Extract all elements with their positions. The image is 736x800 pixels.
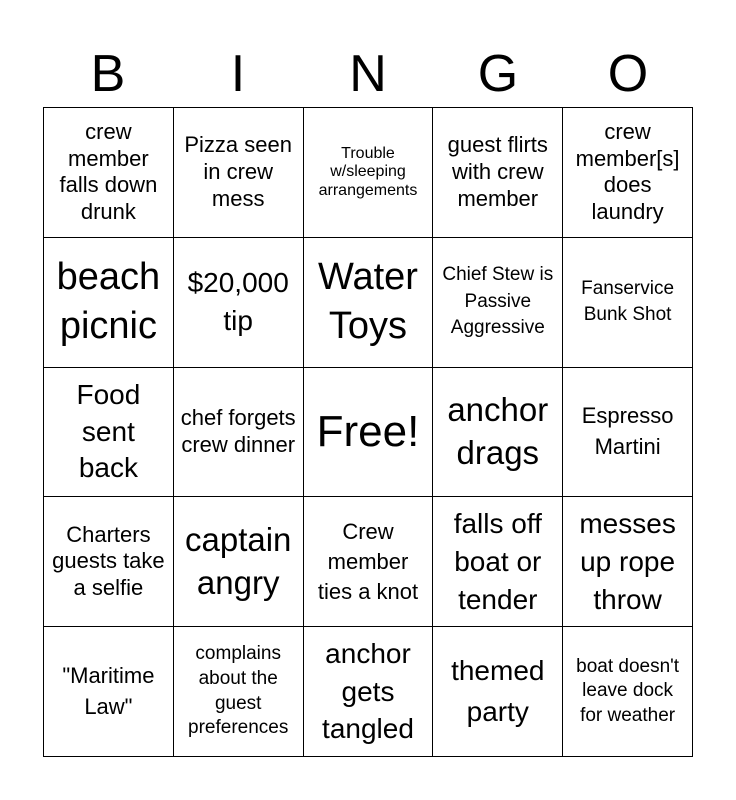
bingo-cell[interactable] — [174, 368, 304, 498]
header-letter-i: I — [230, 45, 246, 103]
bingo-cell-text: chef forgets crew dinner — [180, 405, 296, 457]
bingo-cell[interactable] — [433, 238, 563, 368]
bingo-cell-text: Fanservice Bunk Shot — [581, 277, 675, 326]
bingo-cell-text: Food sent back — [76, 379, 141, 484]
free-space-text: Free! — [316, 407, 420, 457]
bingo-cell-text: Espresso Martini — [581, 403, 674, 459]
bingo-cell[interactable] — [563, 497, 693, 627]
bingo-cell-text: complains about the guest preferences — [188, 643, 289, 739]
header-letter-o: O — [607, 45, 649, 103]
bingo-cell[interactable] — [304, 108, 434, 238]
bingo-cell-text: Water Toys — [318, 255, 418, 348]
bingo-cell[interactable] — [433, 627, 563, 757]
bingo-cell-text: crew member[s] does laundry — [575, 118, 680, 225]
bingo-cell[interactable] — [304, 238, 434, 368]
bingo-cell-text: messes up rope throw — [579, 508, 676, 615]
bingo-cell[interactable] — [44, 238, 174, 368]
bingo-cell[interactable] — [433, 497, 563, 627]
bingo-cell-text: boat doesn't leave dock for weather — [576, 655, 680, 726]
bingo-cell[interactable] — [563, 238, 693, 368]
bingo-cell-text: guest flirts with crew member — [447, 132, 548, 211]
bingo-cell-text: Chief Stew is Passive Aggressive — [442, 264, 554, 339]
bingo-cell[interactable] — [563, 627, 693, 757]
bingo-cell[interactable] — [304, 627, 434, 757]
bingo-header — [43, 40, 693, 108]
bingo-cell[interactable] — [174, 497, 304, 627]
bingo-cell-text: beach picnic — [56, 255, 161, 348]
bingo-cell-free[interactable] — [304, 368, 434, 498]
bingo-cell[interactable] — [44, 368, 174, 498]
bingo-cell-text: Crew member ties a knot — [317, 519, 419, 604]
bingo-cell[interactable] — [44, 497, 174, 627]
bingo-cell[interactable] — [44, 627, 174, 757]
bingo-cell-text: themed party — [451, 655, 545, 727]
bingo-cell-text: anchor drags — [447, 391, 549, 471]
bingo-cell[interactable] — [174, 238, 304, 368]
bingo-cell[interactable] — [433, 108, 563, 238]
bingo-cell-text: Trouble w/sleeping arrangements — [318, 144, 418, 199]
bingo-cell[interactable] — [44, 108, 174, 238]
bingo-cell[interactable] — [433, 368, 563, 498]
bingo-cell[interactable] — [174, 108, 304, 238]
bingo-cell-text: "Maritime Law" — [62, 662, 155, 719]
bingo-cell-text: $20,000 tip — [187, 267, 289, 337]
bingo-cell-text: anchor gets tangled — [322, 637, 414, 745]
bingo-cell-text: falls off boat or tender — [453, 508, 542, 615]
bingo-cell[interactable] — [174, 627, 304, 757]
header-letter-g: G — [477, 45, 519, 103]
bingo-cell[interactable] — [304, 497, 434, 627]
bingo-cell[interactable] — [563, 108, 693, 238]
bingo-card-grid — [43, 107, 693, 757]
bingo-cell-text: crew member falls down drunk — [59, 118, 158, 225]
bingo-cell-text: Charters guests take a selfie — [52, 521, 165, 601]
bingo-cell-text: Pizza seen in crew mess — [184, 132, 292, 211]
header-letter-b: B — [90, 45, 126, 103]
bingo-cell[interactable] — [563, 368, 693, 498]
bingo-cell-text: captain angry — [184, 520, 292, 601]
header-letter-n: N — [349, 45, 387, 103]
